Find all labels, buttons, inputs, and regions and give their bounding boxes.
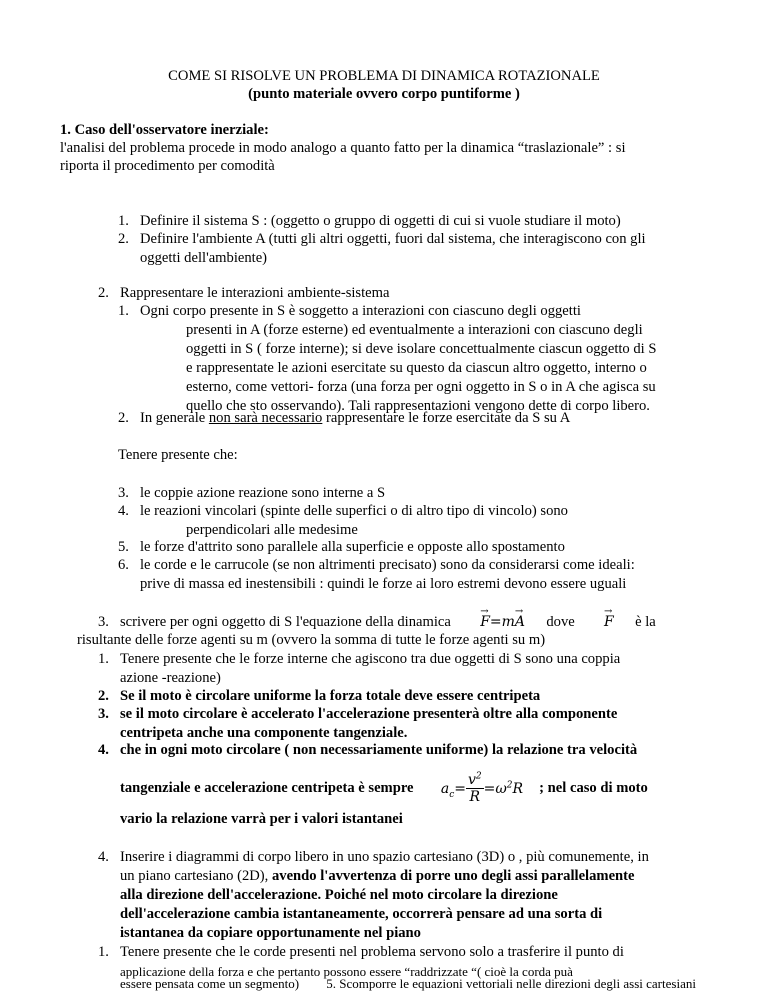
centripetal-formula: [440, 771, 528, 805]
intro-line-2: riporta il procedimento per comodità: [60, 158, 275, 174]
list-text: In generale: [140, 410, 209, 426]
document-title: COME SI RISOLVE UN PROBLEMA DI DINAMICA ROTAZIONALE: [168, 68, 600, 84]
formula-symbol: =: [454, 780, 466, 797]
list-number: 3.: [118, 485, 129, 501]
list-number: 4.: [98, 849, 109, 865]
list-number: 2.: [118, 231, 129, 247]
list-number: 3.: [98, 614, 109, 630]
list-item: [118, 212, 718, 231]
list-text: Tenere presente che le corde presenti nel problema servono solo a trasferire il punto di: [120, 944, 624, 960]
vector-F: → F: [480, 613, 490, 632]
list-item: [118, 230, 718, 268]
formula-exponent: 2: [506, 779, 513, 790]
list-text: [120, 976, 760, 992]
list-number: 2.: [118, 410, 129, 426]
list-item: [98, 613, 748, 632]
list-text: dove: [546, 614, 575, 630]
note-intro: Tenere presente che:: [118, 447, 238, 463]
bold-text: istantanea da copiare opportunamente nel piano: [120, 925, 421, 941]
formula-symbol: R: [469, 789, 481, 805]
list-text: se il moto circolare è accelerato l'accelerazione presenterà oltre alla componente: [120, 706, 618, 722]
list-number: 1.: [98, 651, 109, 667]
list-item: [98, 284, 738, 303]
list-text: che in ogni moto circolare ( non necessariamente uniforme) la relazione tra velocità: [120, 742, 638, 758]
formula-symbol: =ω: [483, 780, 507, 797]
list-text: esterno, come vettori- forza (una forza per ogni oggetto in S o in A che agisca su: [186, 379, 656, 395]
list-text: centripeta anche una componente tangenziale.: [120, 725, 408, 741]
list-item: [98, 848, 748, 943]
list-number: 5.: [326, 976, 337, 991]
list-item: [98, 705, 738, 743]
list-text: e rappresentate le azioni esercitate su questo da ciascun altro oggetto, interno o: [186, 360, 647, 376]
section-heading: 1. Caso dell'osservatore inerziale:: [60, 122, 269, 138]
list-text: risultante delle forze agenti su m (ovvero la somma di tutte le forze agenti su m): [77, 632, 546, 648]
list-item: [118, 409, 738, 428]
bold-text: dell'accelerazione cambia istantaneamente, occorrerà pensare ad una sorta di: [120, 906, 603, 922]
list-text: Tenere presente che le forze interne che agiscono tra due oggetti di S sono una coppia: [120, 651, 621, 667]
list-number: 1.: [118, 213, 129, 229]
vector-A: → A: [515, 613, 525, 632]
list-text: scrivere per ogni oggetto di S l'equazione della dinamica: [120, 614, 451, 630]
list-number: 5.: [118, 539, 129, 555]
list-text: rappresentare le forze esercitate da S su A: [322, 410, 571, 426]
list-text: un piano cartesiano (2D),: [120, 868, 272, 884]
underlined-text: non sarà necessario: [208, 410, 323, 426]
formula-line: [120, 772, 750, 805]
list-text: Se il moto è circolare uniforme la forza totale deve essere centripeta: [120, 688, 541, 704]
list-text: Rappresentare le interazioni ambiente-sistema: [120, 285, 390, 301]
list-number: 2.: [98, 285, 109, 301]
bold-text: alla direzione dell'accelerazione. Poiché nel moto circolare la direzione: [120, 887, 558, 903]
list-number: 4.: [98, 742, 109, 758]
list-text: presenti in A (forze esterne) ed eventualmente a interazioni con ciascuno degli: [186, 322, 643, 338]
list-text: tangenziale e accelerazione centripeta è sempre: [120, 780, 414, 796]
formula-subscript: c: [449, 789, 455, 800]
list-text: applicazione della forza e che pertanto possono essere “raddrizzate “( cioè la corda puà: [120, 964, 573, 979]
equation-part: =m: [489, 614, 515, 630]
formula-fraction: [466, 772, 484, 805]
formula-symbol: a: [440, 780, 450, 797]
list-text: quello che sto osservando). Tali rappresentazioni vengono dette di corpo libero.: [186, 398, 650, 414]
list-text: ; nel caso di moto: [539, 780, 648, 796]
list-text: oggetti dell'ambiente): [140, 250, 268, 266]
list-text: le reazioni vincolari (spinte delle superfici o di altro tipo di vincolo) sono: [140, 503, 568, 519]
list-item: [118, 556, 738, 594]
list-text: Ogni corpo presente in S è soggetto a interazioni con ciascuno degli oggetti: [140, 303, 581, 319]
list-item: [118, 538, 738, 557]
list-number: 1.: [118, 303, 129, 319]
list-item: [118, 302, 738, 416]
list-number: 6.: [118, 557, 129, 573]
vector-F: → F: [604, 613, 614, 632]
list-item: [118, 502, 738, 540]
list-number: 1.: [98, 944, 109, 960]
list-text: le forze d'attrito sono parallele alla superficie e opposte allo spostamento: [140, 539, 565, 555]
list-item: [98, 650, 738, 688]
list-text: perpendicolari alle medesime: [186, 522, 358, 538]
list-text: Definire l'ambiente A (tutti gli altri oggetti, fuori dal sistema, che interagiscono con gli: [140, 231, 646, 247]
list-text: oggetti in S ( forze interne); si deve isolare concettualmente ciascun oggetto di S: [186, 341, 657, 357]
list-number: 4.: [118, 503, 129, 519]
formula-symbol: R: [512, 780, 524, 797]
formula-exponent: 2: [475, 771, 482, 782]
list-number: 3.: [98, 706, 109, 722]
list-text: essere pensata come un segmento): [120, 976, 300, 991]
list-text: le corde e le carrucole (se non altrimenti precisato) sono da considerarsi come ideali:: [140, 557, 635, 573]
list-item: [98, 687, 738, 706]
list-text: vario la relazione varrà per i valori istantanei: [120, 811, 403, 827]
list-text: Inserire i diagrammi di corpo libero in uno spazio cartesiano (3D) o , più comunemente, in: [120, 849, 649, 865]
list-text: Scomporre le equazioni vettoriali nelle direzioni degli assi cartesiani: [339, 976, 696, 991]
list-item: [118, 484, 738, 503]
list-text: prive di massa ed inestensibili : quindi le forze ai loro estremi devono essere uguali: [140, 576, 627, 592]
document-subtitle: (punto materiale ovvero corpo puntiforme ): [248, 86, 520, 102]
intro-line-1: l'analisi del problema procede in modo analogo a quanto fatto per la dinamica “traslazionale” : si: [60, 140, 626, 156]
list-item: [98, 943, 748, 962]
list-text: è la: [635, 614, 656, 630]
list-text: le coppie azione reazione sono interne a S: [140, 485, 386, 501]
list-number: 2.: [98, 688, 109, 704]
list-text: Definire il sistema S : (oggetto o gruppo di oggetti di cui si vuole studiare il moto): [140, 213, 621, 229]
formula-symbol: v: [467, 772, 476, 788]
bold-text: avendo l'avvertenza di porre uno degli assi parallelamente: [271, 868, 635, 884]
list-text: azione -reazione): [120, 670, 221, 686]
list-item: [98, 741, 748, 760]
